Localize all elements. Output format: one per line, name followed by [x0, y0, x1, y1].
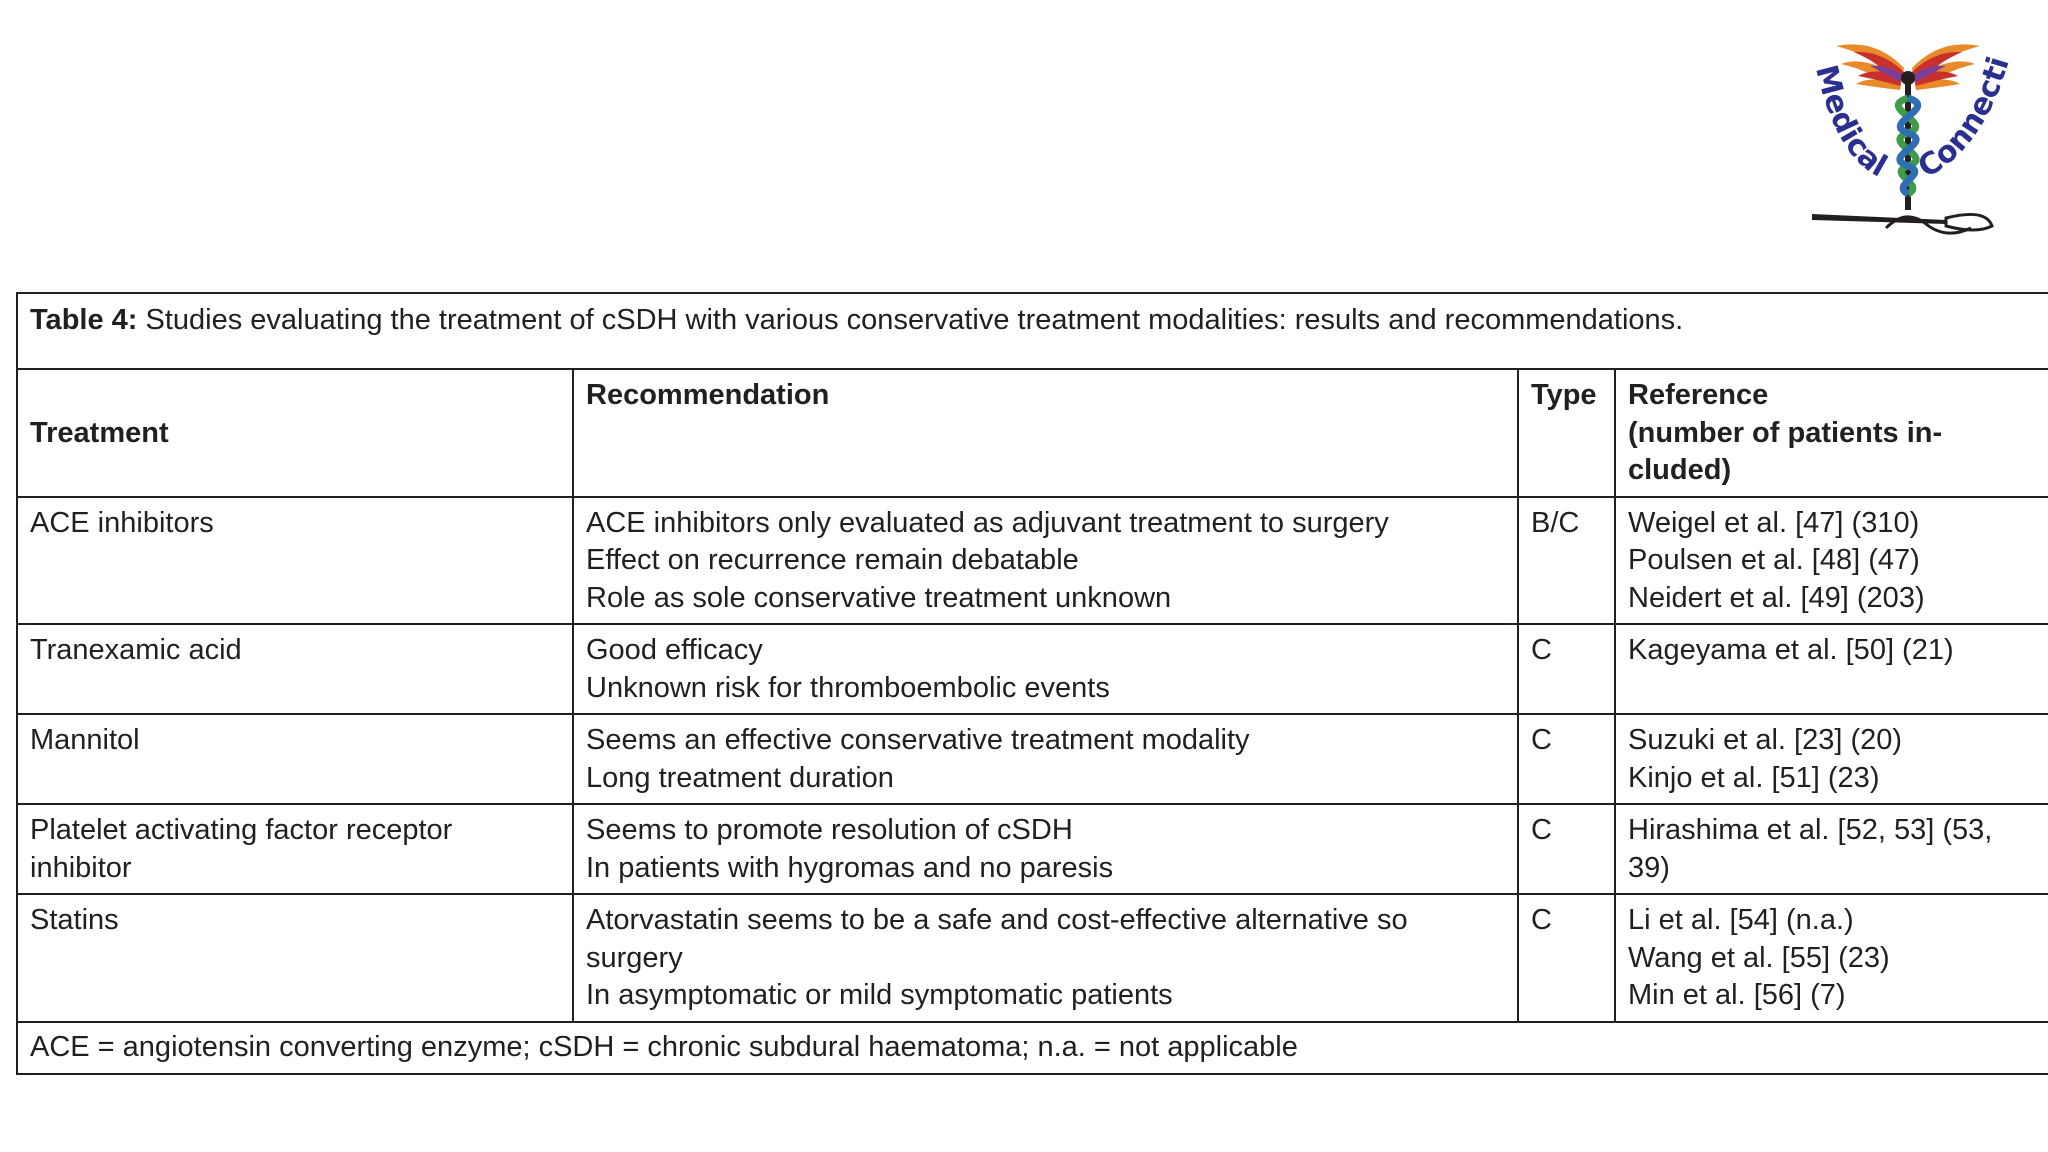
table-caption-text: Studies evaluating the treatment of cSDH with various conservative treatment modalities: results and recommendations. [145, 304, 1684, 336]
table-row [17, 624, 2048, 714]
reference-line: Wang et al. [55] (23) [1628, 941, 1890, 974]
header-reference [1615, 369, 2048, 497]
cell-treatment [17, 714, 573, 804]
table-caption-row [17, 293, 2048, 369]
reference-line: Hirashima et al. [52, 53] (53, [1628, 814, 1993, 846]
table-caption-label: Table 4: [30, 304, 138, 336]
cell-treatment [17, 624, 573, 714]
treatment-line: Statins [30, 904, 119, 936]
cell-treatment [17, 497, 573, 625]
reference-line: Li et al. [54] (n.a.) [1628, 904, 1854, 936]
header-reference-line: Reference [1628, 379, 1769, 411]
table-row [17, 804, 2048, 894]
table-row [17, 497, 2048, 625]
scalpel-icon [1812, 214, 1992, 233]
recommendation-line: Role as sole conservative treatment unknown [586, 581, 1172, 614]
recommendation-line: Good efficacy [586, 634, 763, 666]
recommendation-line: Seems to promote resolution of cSDH [586, 814, 1073, 846]
cell-treatment [17, 804, 573, 894]
cell-reference [1615, 497, 2048, 625]
cell-recommendation [573, 714, 1518, 804]
caduceus-logo-icon [1796, 28, 2026, 243]
recommendation-line: In patients with hygromas and no paresis [586, 851, 1114, 884]
table-caption [17, 293, 2048, 369]
header-reference-line: (number of patients in- [1628, 416, 1943, 449]
logo-text-left: Medical [1808, 61, 1893, 185]
cell-reference [1615, 624, 2048, 714]
cell-reference [1615, 714, 2048, 804]
treatment-line: inhibitor [30, 851, 132, 884]
recommendation-line: Atorvastatin seems to be a safe and cost-effective alternative so [586, 904, 1408, 936]
cell-recommendation [573, 894, 1518, 1022]
cell-recommendation [573, 624, 1518, 714]
treatment-line: ACE inhibitors [30, 506, 214, 539]
cell-recommendation [573, 497, 1518, 625]
table-header-row [17, 369, 2048, 497]
recommendation-line: In asymptomatic or mild symptomatic patients [586, 979, 1173, 1011]
header-treatment: Treatment [17, 369, 573, 497]
reference-line: Weigel et al. [47] (310) [1628, 506, 1920, 539]
medical-connection-logo [1796, 28, 2026, 243]
cell-reference [1615, 894, 2048, 1022]
reference-line: Kinjo et al. [51] (23) [1628, 761, 1880, 794]
recommendation-line: Effect on recurrence remain debatable [586, 544, 1079, 576]
recommendation-line: Unknown risk for thromboembolic events [586, 671, 1110, 704]
reference-line: 39) [1628, 851, 1670, 884]
cell-type: C [1518, 624, 1615, 714]
table-footnote-row [17, 1022, 2048, 1074]
reference-line: Kageyama et al. [50] (21) [1628, 634, 1954, 666]
treatment-line: Mannitol [30, 724, 140, 756]
cell-treatment [17, 894, 573, 1022]
table-row [17, 714, 2048, 804]
table-footnote: ACE = angiotensin converting enzyme; cSDH = chronic subdural haematoma; n.a. = not applicable [17, 1022, 2048, 1074]
header-reference-line: cluded) [1628, 454, 1732, 486]
cell-type: C [1518, 804, 1615, 894]
header-recommendation: Recommendation [573, 369, 1518, 497]
reference-line: Neidert et al. [49] (203) [1628, 581, 1925, 614]
header-type: Type [1518, 369, 1615, 497]
cell-type: C [1518, 894, 1615, 1022]
cell-type: C [1518, 714, 1615, 804]
cell-recommendation [573, 804, 1518, 894]
table-row [17, 894, 2048, 1022]
treatment-line: Tranexamic acid [30, 634, 242, 666]
treatment-table [16, 292, 2048, 1075]
reference-line: Min et al. [56] (7) [1628, 979, 1846, 1011]
cell-type: B/C [1518, 497, 1615, 625]
reference-line: Poulsen et al. [48] (47) [1628, 544, 1920, 576]
recommendation-line: ACE inhibitors only evaluated as adjuvant treatment to surgery [586, 506, 1389, 539]
recommendation-line: surgery [586, 941, 683, 974]
recommendation-line: Seems an effective conservative treatment modality [586, 724, 1250, 756]
recommendation-line: Long treatment duration [586, 761, 894, 794]
reference-line: Suzuki et al. [23] (20) [1628, 724, 1903, 756]
logo-text-right: Connecti [1912, 52, 2017, 186]
cell-reference [1615, 804, 2048, 894]
treatment-line: Platelet activating factor receptor [30, 814, 453, 846]
